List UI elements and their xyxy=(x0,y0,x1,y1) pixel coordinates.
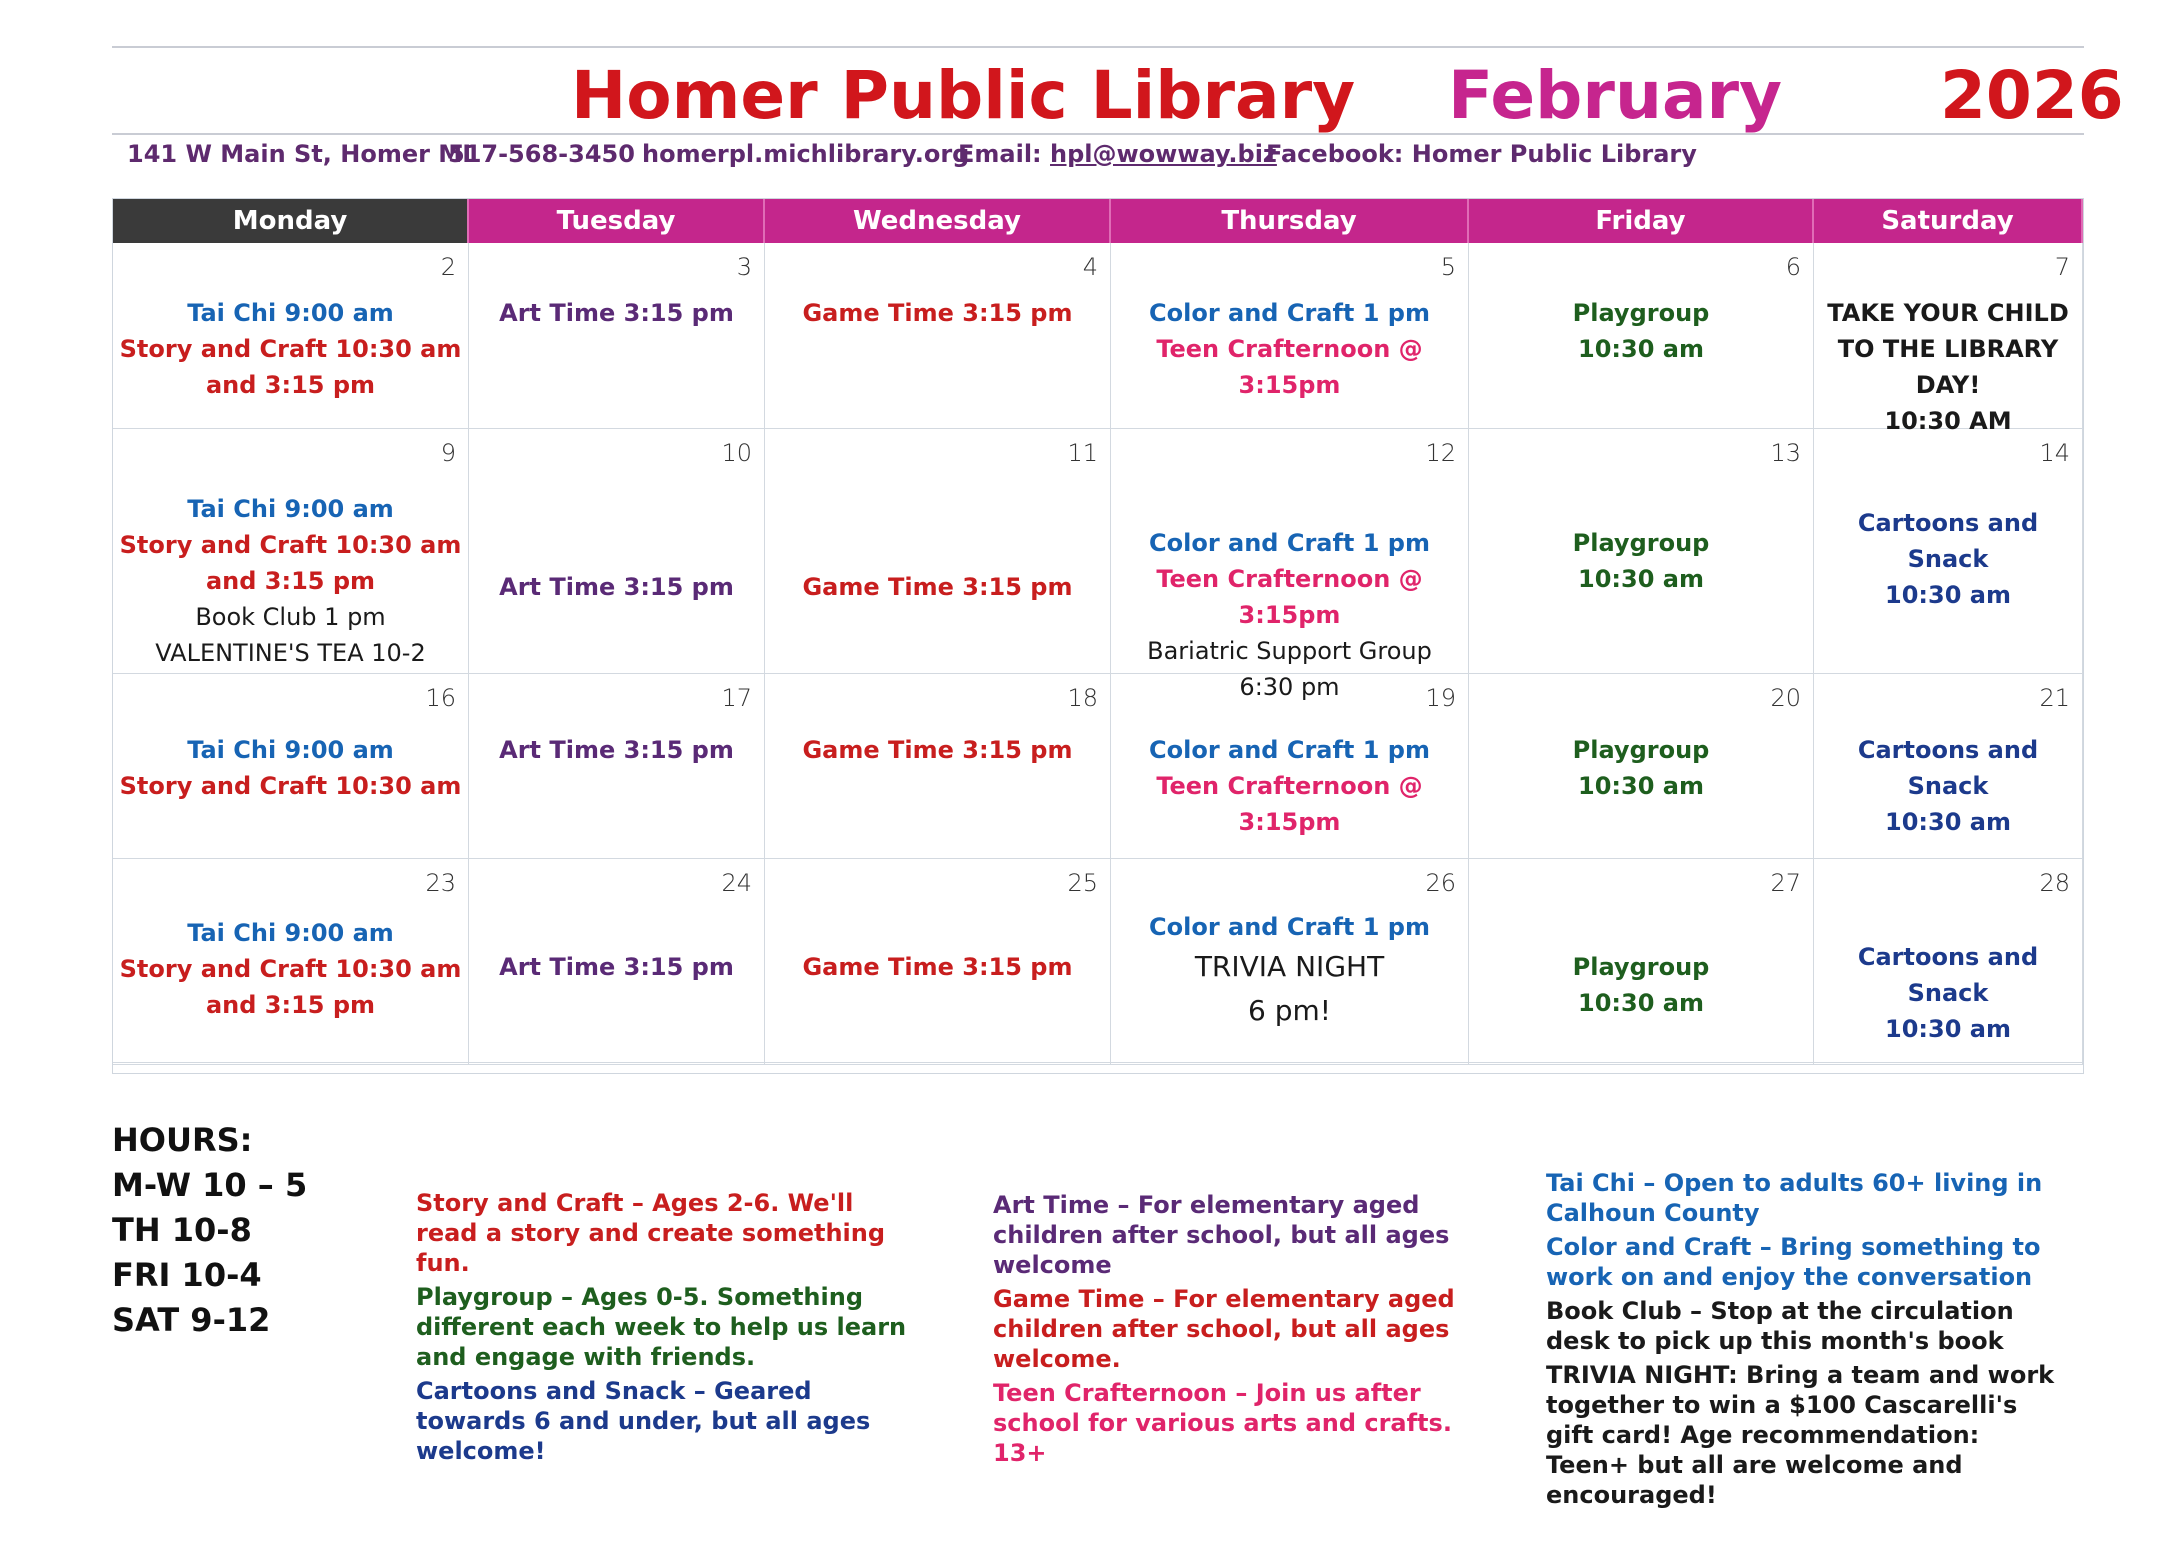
event-list xyxy=(769,569,1106,605)
event-list xyxy=(1473,525,1809,597)
legend-item: Game Time – For elementary aged children after school, but all ages welcome. xyxy=(993,1285,1455,1373)
event-line: 10:30 am xyxy=(1885,1015,2011,1043)
day-number: 25 xyxy=(1067,869,1098,897)
event-line: DAY! xyxy=(1915,371,1981,399)
facebook-info: Facebook: Homer Public Library xyxy=(1266,140,1697,168)
calendar-grid xyxy=(112,198,2084,1074)
event-line: Cartoons and xyxy=(1857,943,2039,971)
hours-line: SAT 9-12 xyxy=(112,1301,271,1339)
event-line: Tai Chi 9:00 am xyxy=(187,495,394,523)
calendar-cell xyxy=(469,429,765,674)
event-line: Teen Crafternoon @ 3:15pm xyxy=(1156,772,1423,836)
event-list xyxy=(473,295,760,331)
calendar-cell xyxy=(113,859,469,1065)
event-line: Game Time 3:15 pm xyxy=(802,953,1073,981)
calendar-cell xyxy=(1814,243,2083,435)
month-title: February xyxy=(1448,57,1783,134)
legend-item: Playgroup – Ages 0-5. Something different each week to help us learn and engage with friends. xyxy=(416,1283,907,1371)
day-number: 13 xyxy=(1770,439,1801,467)
event-line: 6 pm! xyxy=(1248,994,1331,1027)
event-line: Playgroup xyxy=(1572,953,1710,981)
event-line: 10:30 AM xyxy=(1884,407,2012,435)
event-line: and 3:15 pm xyxy=(205,371,376,399)
event-line: Art Time 3:15 pm xyxy=(499,736,734,764)
event-line: Cartoons and xyxy=(1857,736,2039,764)
event-line: Story and Craft 10:30 am xyxy=(119,335,462,363)
event-list xyxy=(473,949,760,985)
day-number: 27 xyxy=(1770,869,1801,897)
calendar-cell xyxy=(1814,429,2083,674)
legend-item: Tai Chi – Open to adults 60+ living in Calhoun County xyxy=(1546,1169,2043,1227)
event-line: and 3:15 pm xyxy=(205,567,376,595)
day-number: 3 xyxy=(736,253,752,281)
calendar-cell xyxy=(765,859,1111,1065)
day-header-1: Tuesday xyxy=(469,199,765,243)
event-list xyxy=(769,732,1106,768)
phone: 517-568-3450 xyxy=(448,140,635,168)
event-list xyxy=(117,915,464,1023)
event-line: TRIVIA NIGHT xyxy=(1194,950,1385,983)
event-line: Teen Crafternoon @ 3:15pm xyxy=(1156,335,1423,399)
event-list xyxy=(473,569,760,605)
day-number: 2 xyxy=(440,253,456,281)
event-line: Color and Craft 1 pm xyxy=(1149,736,1430,764)
hours-line: M-W 10 – 5 xyxy=(112,1166,308,1204)
event-list xyxy=(1473,732,1809,804)
legend-column-3 xyxy=(1546,1168,2066,1514)
event-line: Color and Craft 1 pm xyxy=(1149,299,1430,327)
library-title: Homer Public Library xyxy=(571,57,1356,134)
event-line: TO THE LIBRARY xyxy=(1837,335,2059,363)
legend-item: Color and Craft – Bring something to work on and enjoy the conversation xyxy=(1546,1233,2041,1291)
event-line: Tai Chi 9:00 am xyxy=(187,919,394,947)
day-header-3: Thursday xyxy=(1111,199,1469,243)
event-line: Playgroup xyxy=(1572,529,1710,557)
event-line: VALENTINE'S TEA 10-2 xyxy=(155,639,426,667)
event-line: Art Time 3:15 pm xyxy=(499,299,734,327)
event-line: Art Time 3:15 pm xyxy=(499,573,734,601)
legend-item: Cartoons and Snack – Geared towards 6 and under, but all ages welcome! xyxy=(416,1377,871,1465)
day-number: 14 xyxy=(2039,439,2070,467)
legend-item: Book Club – Stop at the circulation desk to pick up this month's book xyxy=(1546,1297,2014,1355)
legend-item: Teen Crafternoon – Join us after school for various arts and crafts. 13+ xyxy=(993,1379,1452,1467)
event-line: Story and Craft 10:30 am xyxy=(119,531,462,559)
event-line: 10:30 am xyxy=(1885,808,2011,836)
day-number: 7 xyxy=(2054,253,2070,281)
address: 141 W Main St, Homer MI xyxy=(127,140,472,168)
event-list xyxy=(1115,732,1464,840)
event-line: Snack xyxy=(1907,545,1989,573)
email-info xyxy=(958,139,1277,169)
hours-line: FRI 10-4 xyxy=(112,1256,262,1294)
calendar-cell xyxy=(1111,674,1469,859)
calendar-cell xyxy=(113,429,469,674)
day-number: 10 xyxy=(721,439,752,467)
library-hours xyxy=(112,1118,307,1343)
event-list xyxy=(1818,732,2078,840)
event-line: Snack xyxy=(1907,772,1989,800)
event-line: Teen Crafternoon @ 3:15pm xyxy=(1156,565,1423,629)
hours-title: HOURS: xyxy=(112,1121,253,1159)
event-line: 10:30 am xyxy=(1578,989,1704,1017)
day-number: 16 xyxy=(425,684,456,712)
day-number: 11 xyxy=(1067,439,1098,467)
calendar-cell xyxy=(113,243,469,429)
event-line: Art Time 3:15 pm xyxy=(499,953,734,981)
day-number: 4 xyxy=(1082,253,1098,281)
event-line: 10:30 am xyxy=(1578,335,1704,363)
event-line: 6:30 pm xyxy=(1239,673,1340,701)
event-line: Bariatric Support Group xyxy=(1147,637,1432,665)
calendar-cell xyxy=(1469,429,1814,674)
event-line: Story and Craft 10:30 am xyxy=(119,772,462,800)
day-header-2: Wednesday xyxy=(765,199,1111,243)
event-line: Book Club 1 pm xyxy=(195,603,386,631)
top-rule xyxy=(112,46,2084,48)
event-list xyxy=(1818,505,2078,613)
email-link[interactable]: hpl@wowway.biz xyxy=(1050,140,1277,168)
event-list xyxy=(769,295,1106,331)
day-number: 5 xyxy=(1440,253,1456,281)
day-number: 20 xyxy=(1770,684,1801,712)
day-number: 26 xyxy=(1425,869,1456,897)
event-line: 10:30 am xyxy=(1578,772,1704,800)
day-number: 24 xyxy=(721,869,752,897)
day-number: 9 xyxy=(440,439,456,467)
event-list xyxy=(1473,949,1809,1021)
event-list xyxy=(1115,295,1464,403)
calendar-cell xyxy=(469,674,765,859)
legend-column-2 xyxy=(993,1190,1513,1472)
event-list xyxy=(117,295,464,403)
calendar-cell xyxy=(1814,859,2083,1065)
event-line: Tai Chi 9:00 am xyxy=(187,299,394,327)
event-list xyxy=(117,732,464,804)
calendar-cell xyxy=(1469,243,1814,429)
event-list xyxy=(1473,295,1809,367)
event-line: Playgroup xyxy=(1572,299,1710,327)
calendar-cell xyxy=(113,674,469,859)
event-line: Color and Craft 1 pm xyxy=(1149,913,1430,941)
email-label: Email: xyxy=(958,140,1042,168)
event-line: 10:30 am xyxy=(1885,581,2011,609)
event-line: Playgroup xyxy=(1572,736,1710,764)
legend-item: TRIVIA NIGHT: Bring a team and work together to win a $100 Cascarelli's gift card! Age recommendation: Teen+ but all are welcome and encouraged! xyxy=(1546,1361,2055,1509)
calendar-cell xyxy=(765,429,1111,674)
day-number: 19 xyxy=(1425,684,1456,712)
calendar-cell xyxy=(1111,859,1469,1065)
event-list xyxy=(1818,295,2078,439)
event-line: Game Time 3:15 pm xyxy=(802,573,1073,601)
legend-item: Story and Craft – Ages 2-6. We'll read a story and create something fun. xyxy=(416,1189,886,1277)
year-title: 2026 xyxy=(1940,57,2124,134)
calendar-cell xyxy=(469,859,765,1065)
calendar-cell xyxy=(765,243,1111,429)
calendar-cell xyxy=(1814,674,2083,859)
event-line: Cartoons and xyxy=(1857,509,2039,537)
calendar-cell xyxy=(765,674,1111,859)
event-line: Game Time 3:15 pm xyxy=(802,736,1073,764)
calendar-cell xyxy=(1111,243,1469,429)
event-list xyxy=(1115,909,1464,1033)
calendar-bottom-strip xyxy=(113,1062,2083,1073)
legend-item: Art Time – For elementary aged children after school, but all ages welcome xyxy=(993,1191,1450,1279)
event-line: Game Time 3:15 pm xyxy=(802,299,1073,327)
website-link[interactable]: homerpl.michlibrary.org xyxy=(642,140,970,168)
calendar-cell xyxy=(1469,859,1814,1065)
event-line: 10:30 am xyxy=(1578,565,1704,593)
day-header-4: Friday xyxy=(1469,199,1814,243)
day-number: 12 xyxy=(1425,439,1456,467)
day-header-0: Monday xyxy=(113,199,469,243)
calendar-cell xyxy=(1469,674,1814,859)
legend-column-1 xyxy=(416,1188,916,1470)
day-number: 6 xyxy=(1785,253,1801,281)
day-header-5: Saturday xyxy=(1814,199,2083,243)
header-rule xyxy=(112,133,2084,135)
event-line: Color and Craft 1 pm xyxy=(1149,529,1430,557)
event-list xyxy=(117,491,464,671)
event-line: and 3:15 pm xyxy=(205,991,376,1019)
event-line: Story and Craft 10:30 am xyxy=(119,955,462,983)
event-list xyxy=(1818,939,2078,1047)
calendar-cell xyxy=(469,243,765,429)
day-number: 23 xyxy=(425,869,456,897)
day-number: 17 xyxy=(721,684,752,712)
event-line: Snack xyxy=(1907,979,1989,1007)
day-number: 28 xyxy=(2039,869,2070,897)
hours-line: TH 10-8 xyxy=(112,1211,252,1249)
event-line: TAKE YOUR CHILD xyxy=(1827,299,2069,327)
event-line: Tai Chi 9:00 am xyxy=(187,736,394,764)
event-list xyxy=(473,732,760,768)
day-number: 18 xyxy=(1067,684,1098,712)
day-number: 21 xyxy=(2039,684,2070,712)
event-list xyxy=(769,949,1106,985)
